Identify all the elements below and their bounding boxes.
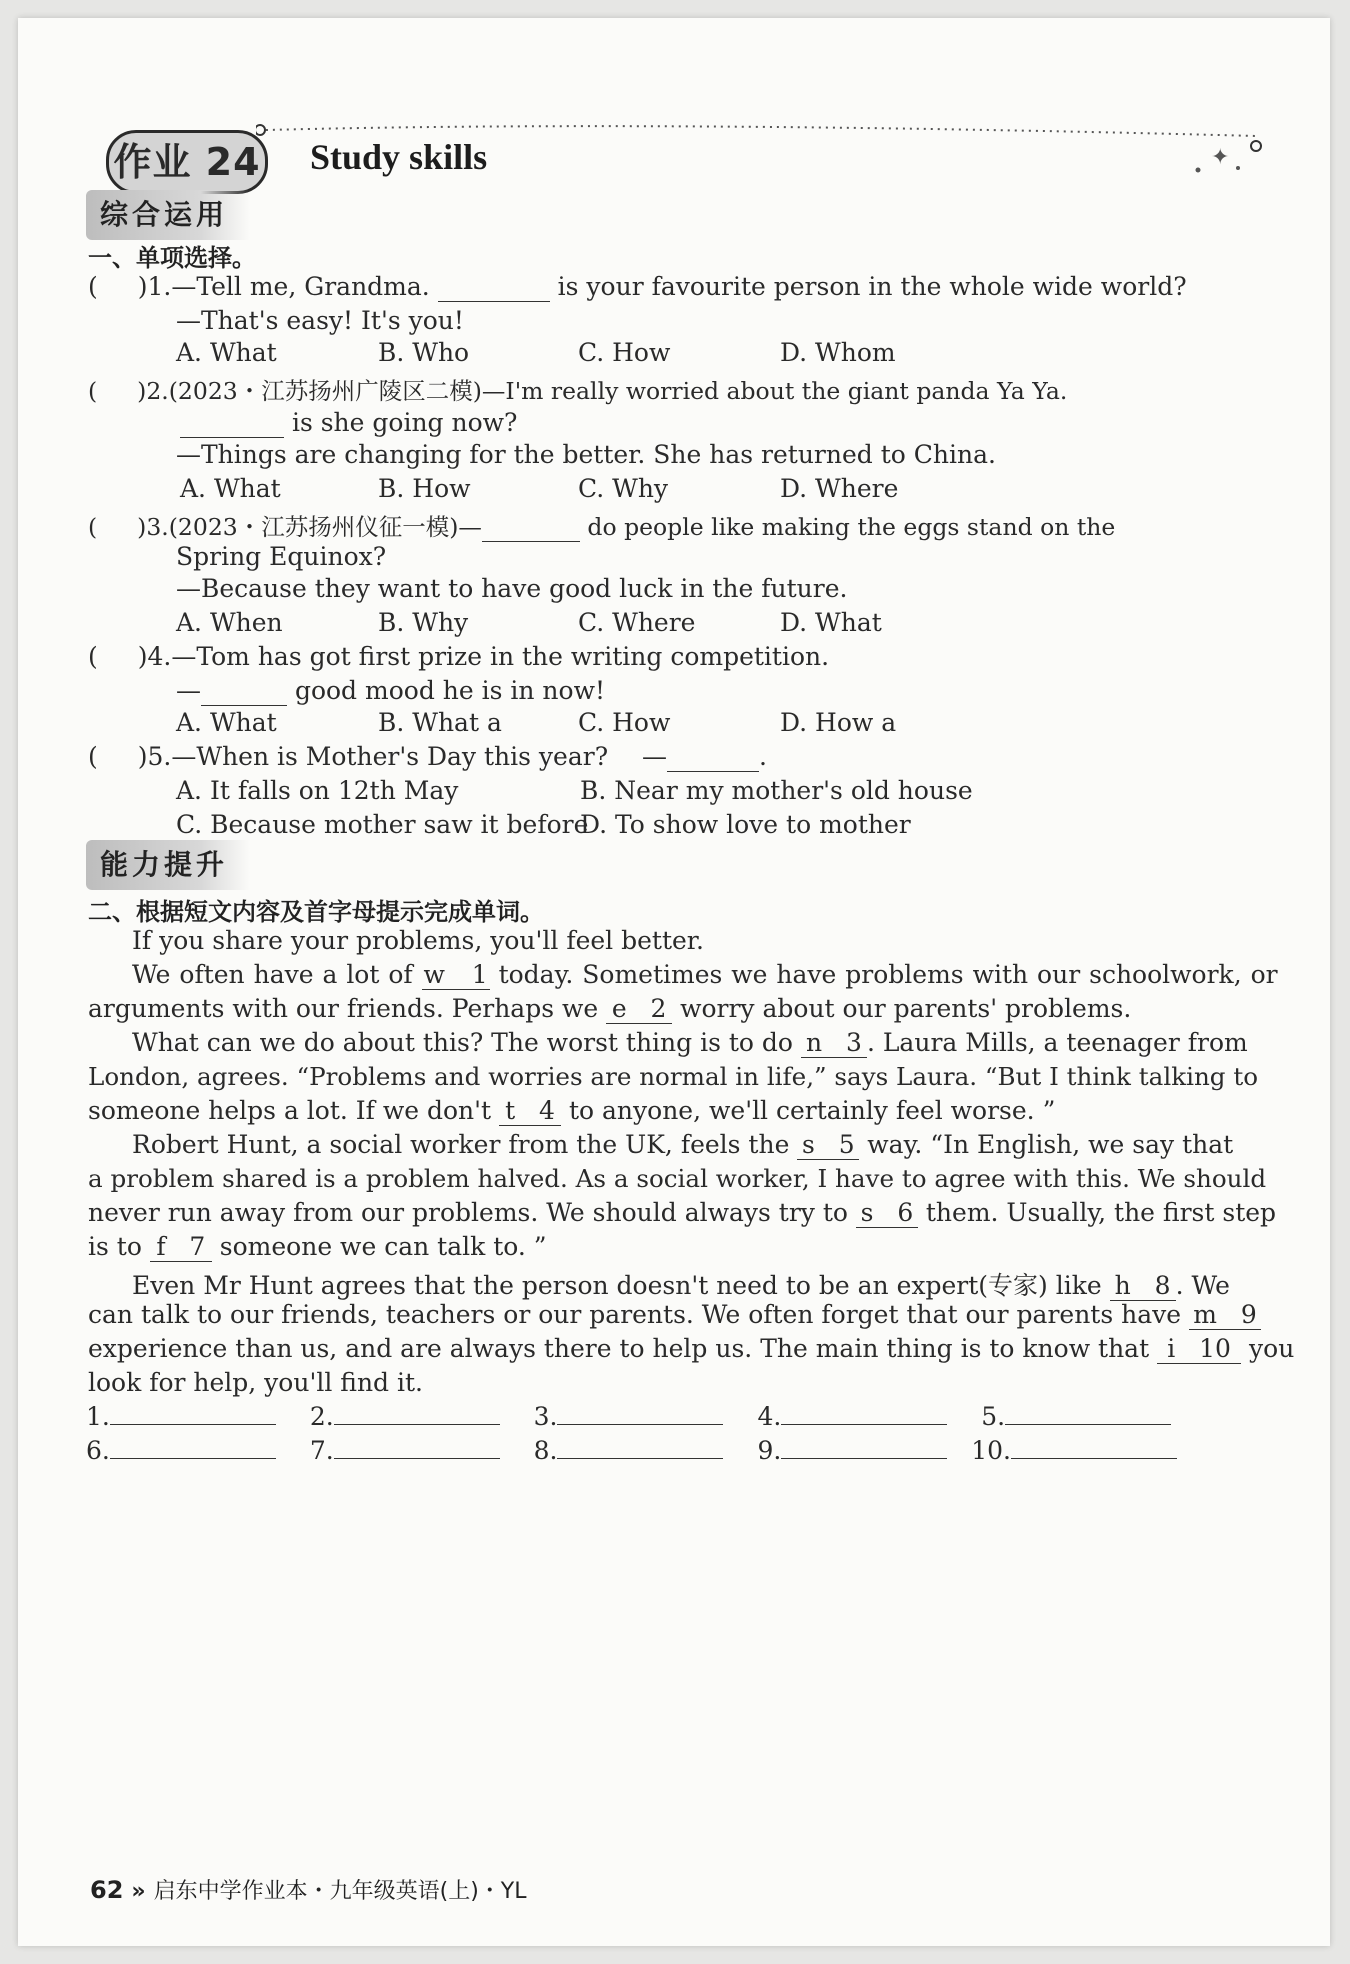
answer-line-10[interactable]	[1011, 1438, 1177, 1459]
q1-option-d: D. Whom	[780, 338, 896, 367]
answer-line-5[interactable]	[1005, 1404, 1171, 1425]
section-tag-comprehensive: 综合运用	[86, 190, 250, 240]
answer-blank[interactable]	[667, 742, 759, 772]
part-title-1: 一、单项选择。	[88, 244, 256, 272]
passage-blank-8[interactable]: h 8	[1110, 1271, 1176, 1301]
q3-option-c: C. Where	[578, 608, 696, 637]
q4-option-b: B. What a	[378, 708, 502, 737]
passage-line-6: someone helps a lot. If we don't t 4 to anyone, we'll certainly feel worse. ”	[88, 1096, 1056, 1125]
question-1-stem: ( )1.—Tell me, Grandma. is your favourite person in the whole wide world?	[88, 272, 1187, 301]
q5-option-d: D. To show love to mother	[580, 810, 911, 839]
passage-line-12: can talk to our friends, teachers or our parents. We often forget that our parents have m 9	[88, 1300, 1261, 1330]
passage-blank-2[interactable]: e 2	[606, 994, 672, 1024]
q1-option-c: C. How	[578, 338, 671, 367]
passage-line-9: never run away from our problems. We should always try to s 6 them. Usually, the first step	[88, 1198, 1277, 1227]
answer-line-1[interactable]	[110, 1404, 276, 1425]
q5-option-a: A. It falls on 12th May	[176, 776, 459, 805]
page-number: 62	[90, 1876, 124, 1904]
passage-blank-3[interactable]: n 3	[801, 1028, 867, 1058]
chevron-right-icon: »	[131, 1879, 146, 1904]
passage-blank-7[interactable]: f 7	[150, 1232, 212, 1262]
answer-blank[interactable]	[201, 676, 287, 706]
passage-line-4: What can we do about this? The worst thing is to do n 3 . Laura Mills, a teenager from	[132, 1028, 1248, 1057]
answer-row-2: 6. 7. 8. 9. 10.	[86, 1436, 1177, 1465]
answer-line-6[interactable]	[110, 1438, 276, 1459]
answer-line-2[interactable]	[334, 1404, 500, 1425]
question-4-stem-cont: — good mood he is in now!	[176, 676, 606, 705]
answer-line-4[interactable]	[781, 1404, 947, 1425]
answer-line-3[interactable]	[557, 1404, 723, 1425]
passage-line-3: arguments with our friends. Perhaps we e 2 worry about our parents' problems.	[88, 994, 1132, 1023]
question-1-reply: —That's easy! It's you!	[176, 306, 464, 335]
q3-option-d: D. What	[780, 608, 882, 637]
passage-line-7: Robert Hunt, a social worker from the UK, feels the s 5 way. “In English, we say that	[132, 1130, 1234, 1159]
q2-option-b: B. How	[378, 474, 471, 503]
q4-option-c: C. How	[578, 708, 671, 737]
question-3-reply: —Because they want to have good luck in the future.	[176, 574, 848, 603]
answer-line-9[interactable]	[781, 1438, 947, 1459]
q3-option-a: A. When	[176, 608, 283, 637]
answer-blank[interactable]	[180, 408, 284, 438]
passage-blank-10[interactable]: i 10	[1157, 1334, 1241, 1364]
q5-option-b: B. Near my mother's old house	[580, 776, 973, 805]
answer-line-8[interactable]	[557, 1438, 723, 1459]
passage-blank-9[interactable]: m 9	[1189, 1300, 1261, 1330]
q2-option-a: A. What	[180, 474, 281, 503]
passage-blank-4[interactable]: t 4	[499, 1096, 561, 1126]
q1-option-b: B. Who	[378, 338, 470, 367]
answer-row-1: 1. 2. 3. 4. 5.	[86, 1402, 1171, 1431]
question-3-stem-cont: Spring Equinox?	[176, 542, 387, 571]
question-2-stem: ( )2.(2023・江苏扬州广陵区二模)—I'm really worried about the giant panda Ya Ya.	[88, 377, 1068, 405]
q4-option-d: D. How a	[780, 708, 897, 737]
question-2-reply: —Things are changing for the better. She has returned to China.	[176, 440, 996, 469]
passage-line-8: a problem shared is a problem halved. As a social worker, I have to agree with this. We should	[88, 1164, 1267, 1193]
answer-blank[interactable]	[438, 272, 550, 302]
passage-line-14: look for help, you'll find it.	[88, 1368, 423, 1397]
passage-line-10: is to f 7 someone we can talk to. ”	[88, 1232, 547, 1261]
question-5-stem: ( )5.—When is Mother's Day this year? — .	[88, 742, 767, 771]
q2-option-c: C. Why	[578, 474, 669, 503]
passage-line-1: If you share your problems, you'll feel better.	[132, 926, 704, 955]
svg-text:✦: ✦	[1211, 145, 1230, 170]
passage-line-2: We often have a lot of w 1 today. Sometimes we have problems with our schoolwork, or	[132, 960, 1278, 989]
answer-blank[interactable]	[482, 513, 580, 542]
passage-blank-6[interactable]: s 6	[856, 1198, 918, 1228]
question-3-stem: ( )3.(2023・江苏扬州仪征一模)— do people like making the eggs stand on the	[88, 513, 1116, 541]
question-4-stem: ( )4.—Tom has got first prize in the writing competition.	[88, 642, 830, 671]
section-tag-improve: 能力提升	[86, 840, 250, 890]
passage-line-11: Even Mr Hunt agrees that the person doesn't need to be an expert(专家) like h 8 . We	[132, 1271, 1230, 1300]
question-2-stem-cont: is she going now?	[180, 408, 517, 438]
part-title-2: 二、根据短文内容及首字母提示完成单词。	[88, 898, 544, 926]
passage-line-13: experience than us, and are always there to help us. The main thing is to know that i 10 you	[88, 1334, 1295, 1363]
q1-option-a: A. What	[176, 338, 277, 367]
passage-blank-5[interactable]: s 5	[797, 1130, 859, 1160]
q3-option-b: B. Why	[378, 608, 469, 637]
q5-option-c: C. Because mother saw it before	[176, 810, 589, 839]
homework-number-badge: 作业 24	[106, 130, 268, 194]
lesson-header	[106, 106, 1286, 206]
passage-blank-1[interactable]: w 1	[423, 960, 488, 989]
book-title: 启东中学作业本・九年级英语(上)・YL	[153, 1879, 527, 1904]
passage-line-5: London, agrees. “Problems and worries are normal in life,” says Laura. “But I think talking to	[88, 1062, 1259, 1091]
workbook-page	[18, 18, 1330, 1946]
answer-line-7[interactable]	[334, 1438, 500, 1459]
q2-option-d: D. Where	[780, 474, 899, 503]
lesson-title: Study skills	[310, 137, 488, 177]
q4-option-a: A. What	[176, 708, 277, 737]
page-footer	[90, 1874, 527, 1905]
